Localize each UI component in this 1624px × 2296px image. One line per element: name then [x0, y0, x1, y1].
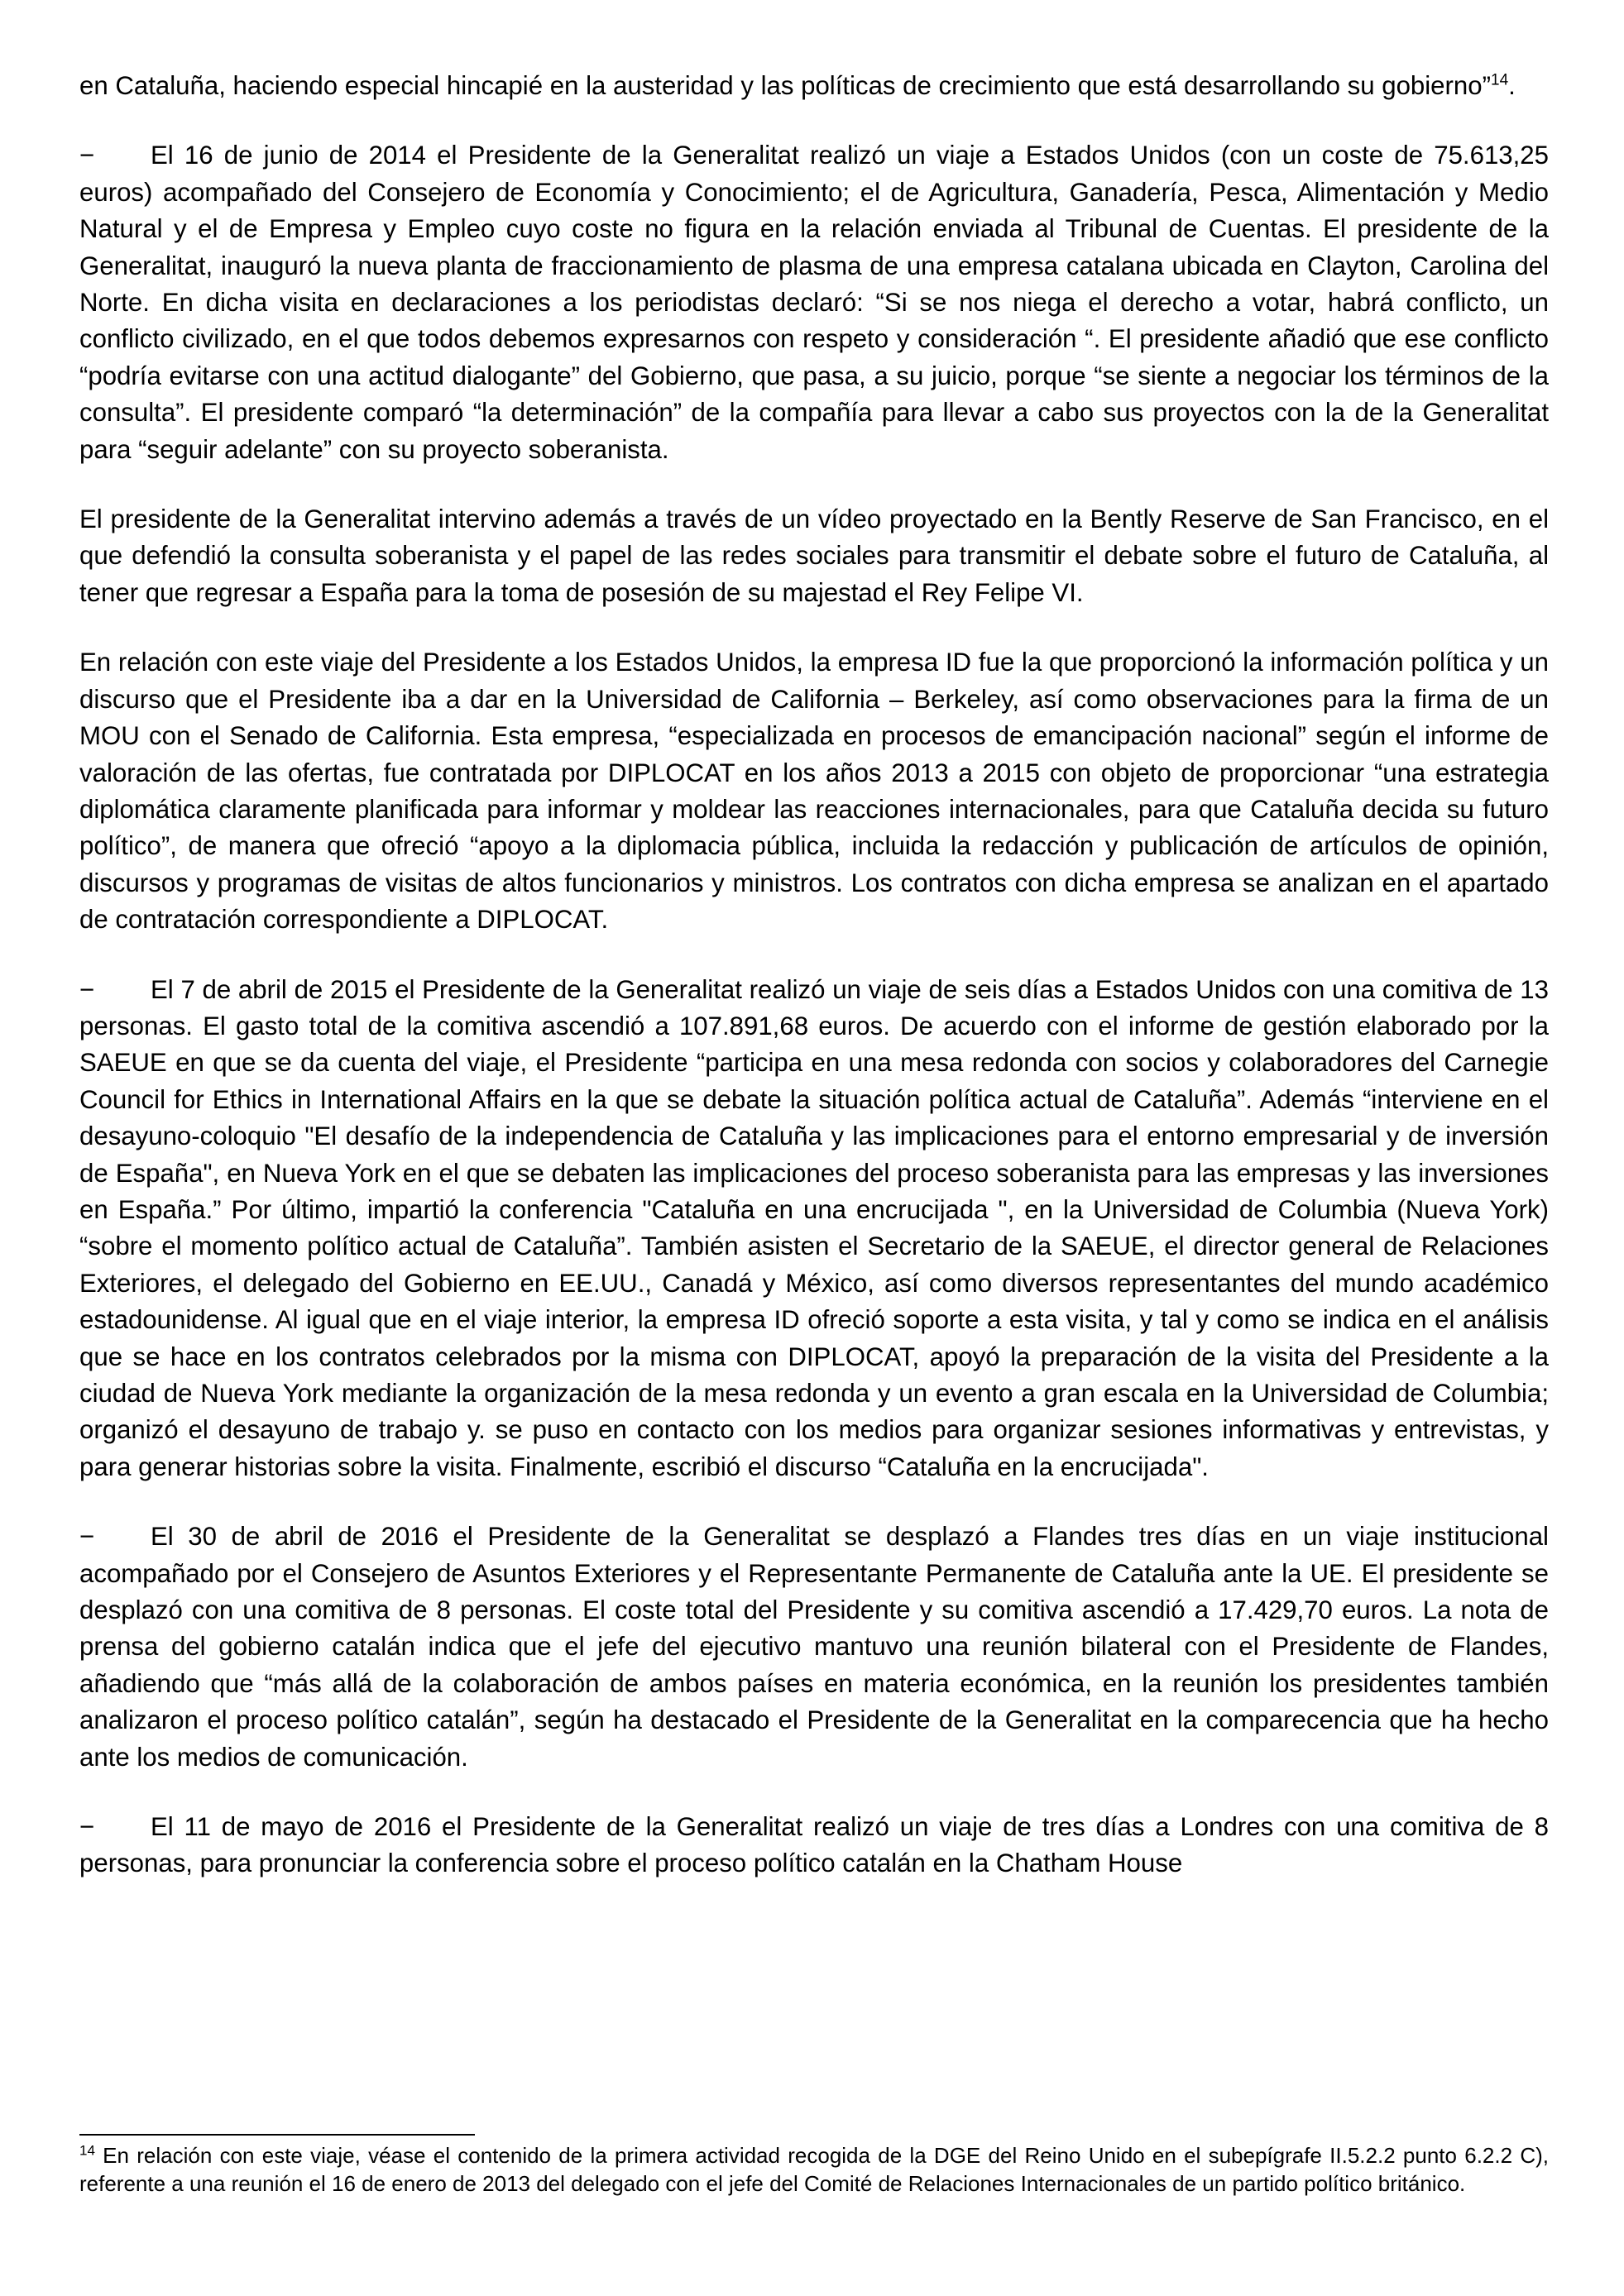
- paragraph-4: [79, 644, 1549, 938]
- footnote-reference[interactable]: 14: [1491, 71, 1509, 89]
- paragraph-1-text: en Cataluña, haciendo especial hincapié en la austeridad y las políticas de crecimiento que está desarrollando su gobierno”: [79, 71, 1491, 100]
- paragraph-5-text: El 7 de abril de 2015 el Presidente de la Generalitat realizó un viaje de seis días a Estados Unidos con una comitiva de 13 personas. El gasto total de la comitiva ascendió a 107.891,68 euros. De acuerdo con el informe de gestión elaborado por la SAEUE en que se da cuenta del viaje, el Presidente “participa en una mesa redonda con socios y colaboradores del Carnegie Council for Ethics in International Affairs en la que se debate la situación política actual de Cataluña”. Además “interviene en el desayuno-coloquio "El desafío de la independencia de Cataluña y las implicaciones para el entorno empresarial y de inversión de España", en Nueva York en el que se debaten las implicaciones del proceso soberanista para las empresas y las inversiones en España.” Por último, impartió la conferencia "Cataluña en una encrucijada ", en la Universidad de Columbia (Nueva York) “sobre el momento político actual de Cataluña”. También asisten el Secretario de la SAEUE, el director general de Relaciones Exteriores, el delegado del Gobierno en EE.UU., Canadá y México, así como diversos representantes del mundo académico estadounidense. Al igual que en el viaje interior, la empresa ID ofreció soporte a esta visita, y tal y como se indica en el análisis que se hace en los contratos celebrados por la misma con DIPLOCAT, apoyó la preparación de la visita del Presidente a la ciudad de Nueva York mediante la organización de la mesa redonda y un evento a gran escala en la Universidad de Columbia; organizó el desayuno de trabajo y. se puso en contacto con los medios para organizar sesiones informativas y entrevistas, y para generar historias sobre la visita. Finalmente, escribió el discurso “Cataluña en la encrucijada".: [79, 974, 1549, 1481]
- paragraph-6-bullet: [79, 1519, 1549, 1776]
- paragraph-2-text: El 16 de junio de 2014 el Presidente de la Generalitat realizó un viaje a Estados Unidos (con un coste de 75.613,25 euros) acompañado del Consejero de Economía y Conocimiento; el de Agricultura, Ganadería, Pesca, Alimentación y Medio Natural y el de Empresa y Empleo cuyo coste no figura en la relación enviada al Tribunal de Cuentas. El presidente de la Generalitat, inauguró la nueva planta de fraccionamiento de plasma de una empresa catalana ubicada en Clayton, Carolina del Norte. En dicha visita en declaraciones a los periodistas declaró: “Si se nos niega el derecho a votar, habrá conflicto, un conflicto civilizado, en el que todos debemos expresarnos con respeto y consideración “. El presidente añadió que ese conflicto “podría evitarse con una actitud dialogante” del Gobierno, que pasa, a su juicio, porque “se siente a negociar los términos de la consulta”. El presidente comparó “la determinación” de la compañía para llevar a cabo sus proyectos con la de la Generalitat para “seguir adelante” con su proyecto soberanista.: [79, 141, 1549, 464]
- bullet-dash: −: [79, 974, 95, 1004]
- paragraph-1-tail: .: [1508, 71, 1516, 100]
- paragraph-7-bullet: [79, 1809, 1549, 1882]
- document-body: [79, 68, 1549, 1916]
- paragraph-6-text: El 30 de abril de 2016 el Presidente de la Generalitat se desplazó a Flandes tres días en un viaje institucional acompañado por el Consejero de Asuntos Exteriores y el Representante Permanente de Cataluña ante la UE. El presidente se desplazó con una comitiva de 8 personas. El coste total del Presidente y su comitiva ascendió a 17.429,70 euros. La nota de prensa del gobierno catalán indica que el jefe del ejecutivo mantuvo una reunión bilateral con el Presidente de Flandes, añadiendo que “más allá de la colaboración de ambos países en materia económica, en la reunión los presidentes también analizaron el proceso político catalán”, según ha destacado el Presidente de la Generalitat en la comparecencia que ha hecho ante los medios de comunicación.: [79, 1522, 1549, 1772]
- paragraph-5-bullet: [79, 972, 1549, 1486]
- paragraph-4-text: En relación con este viaje del Presidente a los Estados Unidos, la empresa ID fue la que proporcionó la información política y un discurso que el Presidente iba a dar en la Universidad de California – Berkeley, así como observaciones para la firma de un MOU con el Senado de California. Esta empresa, “especializada en procesos de emancipación nacional” según el informe de valoración de las ofertas, fue contratada por DIPLOCAT en los años 2013 a 2015 con objeto de proporcionar “una estrategia diplomática claramente planificada para informar y moldear las reacciones internacionales, para que Cataluña decida su futuro político”, de manera que ofreció “apoyo a la diplomacia pública, incluida la redacción y publicación de artículos de opinión, discursos y programas de visitas de altos funcionarios y ministros. Los contratos con dicha empresa se analizan en el apartado de contratación correspondiente a DIPLOCAT.: [79, 648, 1549, 935]
- paragraph-1: [79, 68, 1549, 104]
- paragraph-7-text: El 11 de mayo de 2016 el Presidente de la Generalitat realizó un viaje de tres días a Londres con una comitiva de 8 personas, para pronunciar la conferencia sobre el proceso político catalán en la Chatham House: [79, 1812, 1549, 1878]
- paragraph-3-text: El presidente de la Generalitat intervino además a través de un vídeo proyectado en la Bently Reserve de San Francisco, en el que defendió la consulta soberanista y el papel de las redes sociales para transmitir el debate sobre el futuro de Cataluña, al tener que regresar a España para la toma de posesión de su majestad el Rey Felipe VI.: [79, 505, 1549, 607]
- bullet-dash: −: [79, 1522, 95, 1552]
- footnote-separator: [79, 2134, 475, 2136]
- bullet-dash: −: [79, 141, 95, 170]
- footnote-text: En relación con este viaje, véase el contenido de la primera actividad recogida de la DGE del Reino Unido en el subepígrafe II.5.2.2 punto 6.2.2 C), referente a una reunión el 16 de enero de 2013 del delegado con el jefe del Comité de Relaciones Internacionales de un partido político británico.: [79, 2143, 1549, 2196]
- footnote-number: 14: [79, 2142, 95, 2159]
- bullet-dash: −: [79, 1812, 95, 1842]
- paragraph-2-bullet: [79, 137, 1549, 468]
- footnote: [79, 2142, 1549, 2198]
- paragraph-3: [79, 501, 1549, 611]
